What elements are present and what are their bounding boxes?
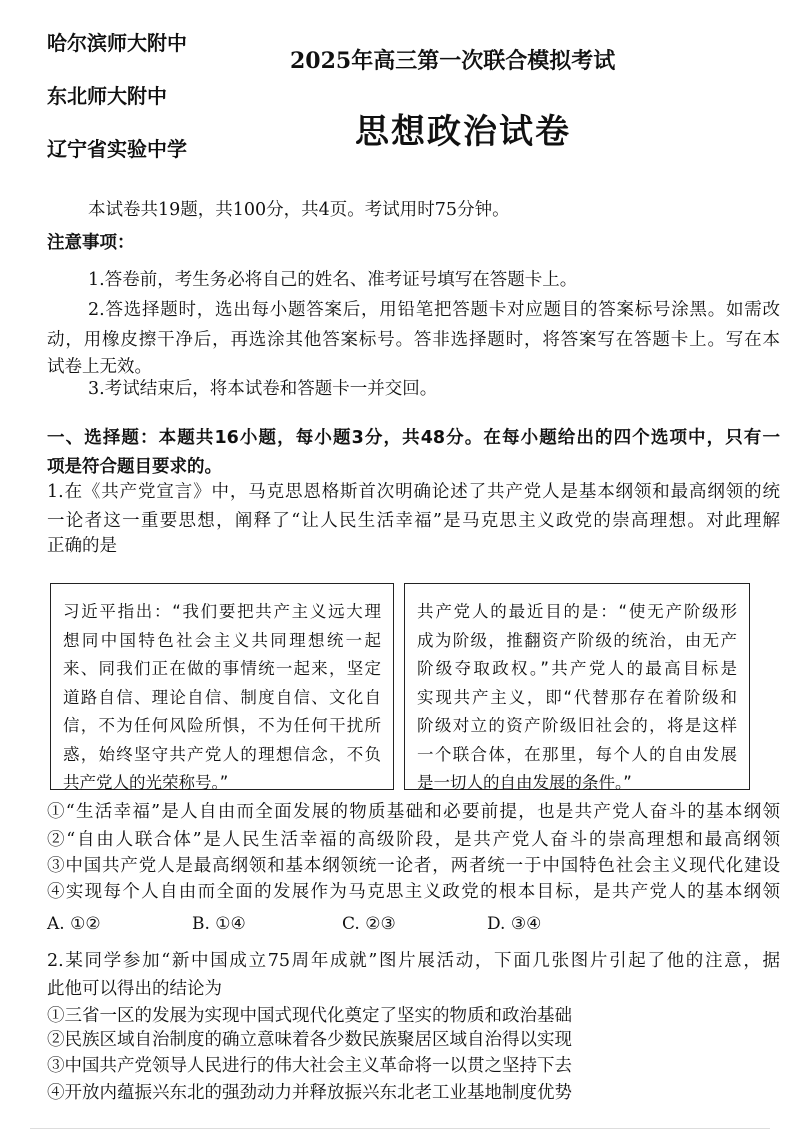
statement: ④实现每个人自由而全面的发展作为马克思主义政党的根本目标，是共产党人的基本纲领 <box>47 882 780 902</box>
statement: ②民族区域自治制度的确立意味着各少数民族聚居区域自治得以实现 <box>47 1030 572 1050</box>
section-heading: 一、选择题：本题共16小题，每小题3分，共48分。在每小题给出的四个选项中，只有一 <box>47 428 780 448</box>
page-divider <box>30 1128 770 1129</box>
quote-box-left <box>50 583 394 790</box>
question-1-stem: 一论者这一重要思想，阐释了“让人民生活幸福”是马克思主义政党的崇高理想。对此理解 <box>47 511 780 531</box>
quote-line: 来、同我们正在做的事情统一起来，坚定 <box>63 659 381 678</box>
section-heading: 项是符合题目要求的。 <box>47 457 222 477</box>
quote-box-right <box>404 583 750 790</box>
statement: ④开放内蕴振兴东北的强劲动力并释放振兴东北老工业基地制度优势 <box>47 1083 572 1103</box>
note-line: 1.答卷前，考生务必将自己的姓名、准考证号填写在答题卡上。 <box>88 270 578 290</box>
quote-line: 共产党人的最近目的是：“使无产阶级形 <box>417 602 737 621</box>
quote-line: 惑，始终坚守共产党人的理想信念，不负 <box>63 744 381 764</box>
quote-line: 信，不为任何风险所惧，不为任何干扰所 <box>63 716 381 735</box>
statement: ③中国共产党领导人民进行的伟大社会主义革命将一以贯之坚持下去 <box>47 1056 572 1076</box>
option-d: D. ③④ <box>487 914 542 934</box>
note-line: 3.考试结束后，将本试卷和答题卡一并交回。 <box>88 379 438 399</box>
notes-heading: 注意事项： <box>47 233 135 253</box>
exam-title: 2025年高三第一次联合模拟考试 <box>290 48 616 74</box>
statement: ①“生活幸福”是人自由而全面发展的物质基础和必要前提，也是共产党人奋斗的基本纲领 <box>47 802 780 822</box>
option-a: A. ①② <box>47 914 101 934</box>
question-2-stem: 2.某同学参加“新中国成立75周年成就”图片展活动，下面几张图片引起了他的注意，据 <box>47 951 780 971</box>
quote-line: 想同中国特色社会主义共同理想统一起 <box>63 630 381 650</box>
paper-title: 思想政治试卷 <box>355 112 571 152</box>
school-name: 东北师大附中 <box>47 84 167 108</box>
quote-line: 阶级夺取政权。”共产党人的最高目标是 <box>417 659 737 678</box>
statement: ②“自由人联合体”是人民生活幸福的高级阶段，是共产党人奋斗的崇高理想和最高纲领 <box>47 830 780 850</box>
quote-line: 习近平指出：“我们要把共产主义远大理 <box>63 602 381 621</box>
option-c: C. ②③ <box>342 914 396 934</box>
quote-line: 共产党人的光荣称号。” <box>63 773 229 792</box>
note-line: 2.答选择题时，选出每小题答案后，用铅笔把答题卡对应题目的答案标号涂黑。如需改 <box>88 300 780 320</box>
question-1-stem: 正确的是 <box>47 536 117 556</box>
question-1-stem: 1.在《共产党宣言》中，马克思恩格斯首次明确论述了共产党人是基本纲领和最高纲领的统 <box>47 482 780 502</box>
question-2-stem: 此他可以得出的结论为 <box>47 979 222 999</box>
note-line: 动，用橡皮擦干净后，再选涂其他答案标号。答非选择题时，将答案写在答题卡上。写在本 <box>47 330 780 350</box>
statement: ①三省一区的发展为实现中国式现代化奠定了坚实的物质和政治基础 <box>47 1006 572 1026</box>
statement: ③中国共产党人是最高纲领和基本纲领统一论者，两者统一于中国特色社会主义现代化建设 <box>47 856 780 876</box>
quote-line: 道路自信、理论自信、制度自信、文化自 <box>63 687 381 707</box>
quote-line: 一个联合体，在那里，每个人的自由发展 <box>417 744 737 764</box>
quote-line: 成为阶级，推翻资产阶级的统治，由无产 <box>417 630 737 650</box>
school-name: 辽宁省实验中学 <box>47 137 187 161</box>
quote-line: 实现共产主义，即“代替那存在着阶级和 <box>417 687 737 707</box>
quote-line: 阶级对立的资产阶级旧社会的，将是这样 <box>417 716 737 735</box>
note-line: 试卷上无效。 <box>47 357 152 377</box>
quote-line: 是一切人的自由发展的条件。” <box>417 773 632 792</box>
intro-text: 本试卷共19题，共100分，共4页。考试用时75分钟。 <box>88 200 510 220</box>
school-name: 哈尔滨师大附中 <box>47 31 187 55</box>
option-b: B. ①④ <box>192 914 246 934</box>
